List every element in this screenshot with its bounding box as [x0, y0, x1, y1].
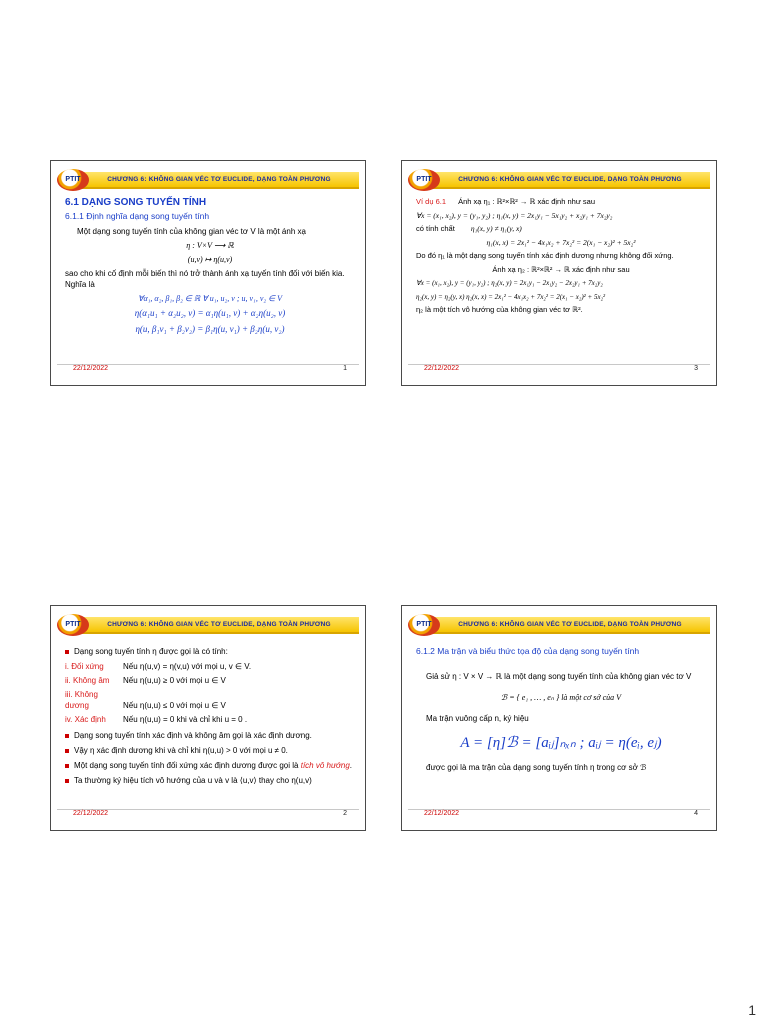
math-quantifier: ∀α₁, α₂, β₁, β₂ ∈ ℝ ∀ u₁, u₂, v ; u, v₁, v₂ ∈ V: [137, 294, 283, 303]
slide-number: 4: [694, 810, 698, 817]
example-label: Ví dụ 6.1: [416, 197, 447, 206]
example-map: Ánh xạ η₁ : ℝ²×ℝ² → ℝ xác định như sau: [458, 197, 596, 206]
slide-date: 22/12/2022: [73, 810, 109, 817]
property-symmetric: i. Đối xứng Nếu η(u,v) = η(v,u) với mọi u, v ∈ V.: [65, 662, 252, 671]
bullet-icon: [65, 650, 69, 654]
slide-footer: [402, 810, 716, 822]
slide-4: [401, 605, 717, 831]
slide-number: 1: [343, 365, 347, 372]
slide-header: [408, 169, 710, 191]
bullet-icon: [65, 779, 69, 783]
conclusion-2: η₂ là một tích vô hướng của không gian véc tơ ℝ².: [416, 305, 583, 314]
bullet-inner-product: Một dạng song tuyến tính đối xứng xác định dương được gọi là tích vô hướng.: [65, 760, 355, 771]
slide-header: [57, 614, 359, 636]
slide-2: [50, 605, 366, 831]
slide-date: 22/12/2022: [424, 365, 460, 372]
math-map-arrow: (u,v) ↦ η(u,v): [187, 255, 233, 264]
slide-number: 3: [694, 365, 698, 372]
math-linearity-1: η(α₁u₁ + α₂u₂, v) = α₁η(u₁, v) + α₂η(u₂, v): [134, 308, 286, 318]
chapter-banner: CHƯƠNG 6: KHÔNG GIAN VÉC TƠ EUCLIDE, DẠNG TOÀN PHƯƠNG: [430, 617, 710, 634]
example-map-2: Ánh xạ η₂ : ℝ²×ℝ² → ℝ xác định như sau: [492, 264, 630, 274]
bullet-icon: [65, 749, 69, 753]
property-label: có tính chất: [416, 224, 455, 233]
bullet-positive-definite: Dạng song tuyến tính xác định và không âm gọi là xác định dương.: [65, 730, 355, 741]
slide-footer: [51, 365, 365, 377]
slide-1: [50, 160, 366, 386]
math-eta2: ∀x = (x₁, x₂), y = (y₁, y₂) ; η₂(x, y) = 2x₁y₁ − 2x₁y₂ − 2x₂y₁ + 7x₂y₂: [416, 279, 603, 287]
section-title: 6.1 DẠNG SONG TUYẾN TÍNH: [65, 197, 207, 208]
slide-header: [408, 614, 710, 636]
ptit-logo: PTIT: [408, 614, 440, 636]
property-line: [416, 224, 706, 235]
slide-date: 22/12/2022: [424, 810, 460, 817]
subsection-title: 6.1.2 Ma trận và biểu thức tọa độ của dạng song tuyến tính: [416, 646, 640, 656]
math-matrix: A = [η]ℬ = [aᵢⱼ]ₙₓₙ ; aᵢⱼ = η(eᵢ, eⱼ): [460, 735, 662, 751]
ptit-logo: PTIT: [57, 169, 89, 191]
matrix-caption: được gọi là ma trận của dạng song tuyến tính η trong cơ sở ℬ: [426, 763, 647, 772]
property-definite: iv. Xác định Nếu η(u,u) = 0 khi và chỉ khi u = 0 .: [65, 715, 248, 724]
math-basis: ℬ = { e₁ , … , eₙ } là một cơ sở của V: [500, 693, 622, 702]
math-linearity-2: η(u, β₁v₁ + β₂v₂) = β₁η(u, v₁) + β₂η(u, v₂): [135, 324, 285, 334]
bullet-intro: Dạng song tuyến tính η được gọi là có tính:: [65, 646, 355, 657]
chapter-banner: CHƯƠNG 6: KHÔNG GIAN VÉC TƠ EUCLIDE, DẠNG TOÀN PHƯƠNG: [79, 617, 359, 634]
ptit-logo: PTIT: [57, 614, 89, 636]
bullet-icon: [65, 734, 69, 738]
property-nonnegative: ii. Không âm Nếu η(u,u) ≥ 0 với mọi u ∈ V: [65, 676, 226, 685]
slide-footer: [51, 810, 365, 822]
math-eta1-quadratic: η₁(x, x) = 2x₁² − 4x₁x₂ + 7x₂² = 2(x₁ − x₂)² + 5x₂²: [486, 237, 636, 247]
bullet-iff: Vậy η xác định dương khi và chỉ khi η(u,u) > 0 với mọi u ≠ 0.: [65, 745, 355, 756]
slide-3: [401, 160, 717, 386]
subsection-title: 6.1.1 Định nghĩa dạng song tuyến tính: [65, 211, 210, 221]
chapter-banner: CHƯƠNG 6: KHÔNG GIAN VÉC TƠ EUCLIDE, DẠNG TOÀN PHƯƠNG: [79, 172, 359, 189]
slide-date: 22/12/2022: [73, 365, 109, 372]
assumption-text: Giả sử η : V × V → ℝ là một dạng song tuyến tính của không gian véc tơ V: [426, 672, 692, 681]
bullet-icon: [65, 764, 69, 768]
slide-footer: [402, 365, 716, 377]
math-eta1: ∀x = (x₁, x₂), y = (y₁, y₂) ; η₁(x, y) = 2x₁y₁ − 5x₁y₂ + x₂y₁ + 7x₂y₂: [416, 210, 613, 220]
math-eta2-symmetric: η₂(x, y) = η₂(y, x) η₂(x, x) = 2x₁² − 4x₁x₂ + 7x₂² = 2(x₁ − x₂)² + 5x₂²: [416, 292, 606, 301]
definition-text: Một dạng song tuyến tính của không gian véc tơ V là một ánh xạ: [77, 227, 306, 236]
math-nonsym: η₁(x, y) ≠ η₁(y, x): [470, 224, 522, 233]
conclusion-1: Do đó η₁ là một dạng song tuyến tính xác định dương nhưng không đối xứng.: [416, 251, 674, 260]
bullet-notation: Ta thường ký hiệu tích vô hướng của u và v là ⟨u,v⟩ thay cho η(u,v): [65, 775, 355, 786]
property-nonpositive: iii. Không dương Nếu η(u,u) ≤ 0 với mọi u ∈ V: [65, 690, 226, 710]
matrix-intro: Ma trận vuông cấp n, ký hiệu: [426, 714, 529, 723]
chapter-banner: CHƯƠNG 6: KHÔNG GIAN VÉC TƠ EUCLIDE, DẠNG TOÀN PHƯƠNG: [430, 172, 710, 189]
ptit-logo: PTIT: [408, 169, 440, 191]
page-number: 1: [748, 1002, 756, 1018]
slide-header: [57, 169, 359, 191]
slide-number: 2: [343, 810, 347, 817]
math-map: η : V×V ⟶ ℝ: [186, 241, 234, 250]
definition-text-2: sao cho khi cố định mỗi biến thì nó trở thành ánh xạ tuyến tính đối với biến kia. Nghĩa là: [65, 269, 345, 289]
example-intro: [416, 197, 706, 208]
